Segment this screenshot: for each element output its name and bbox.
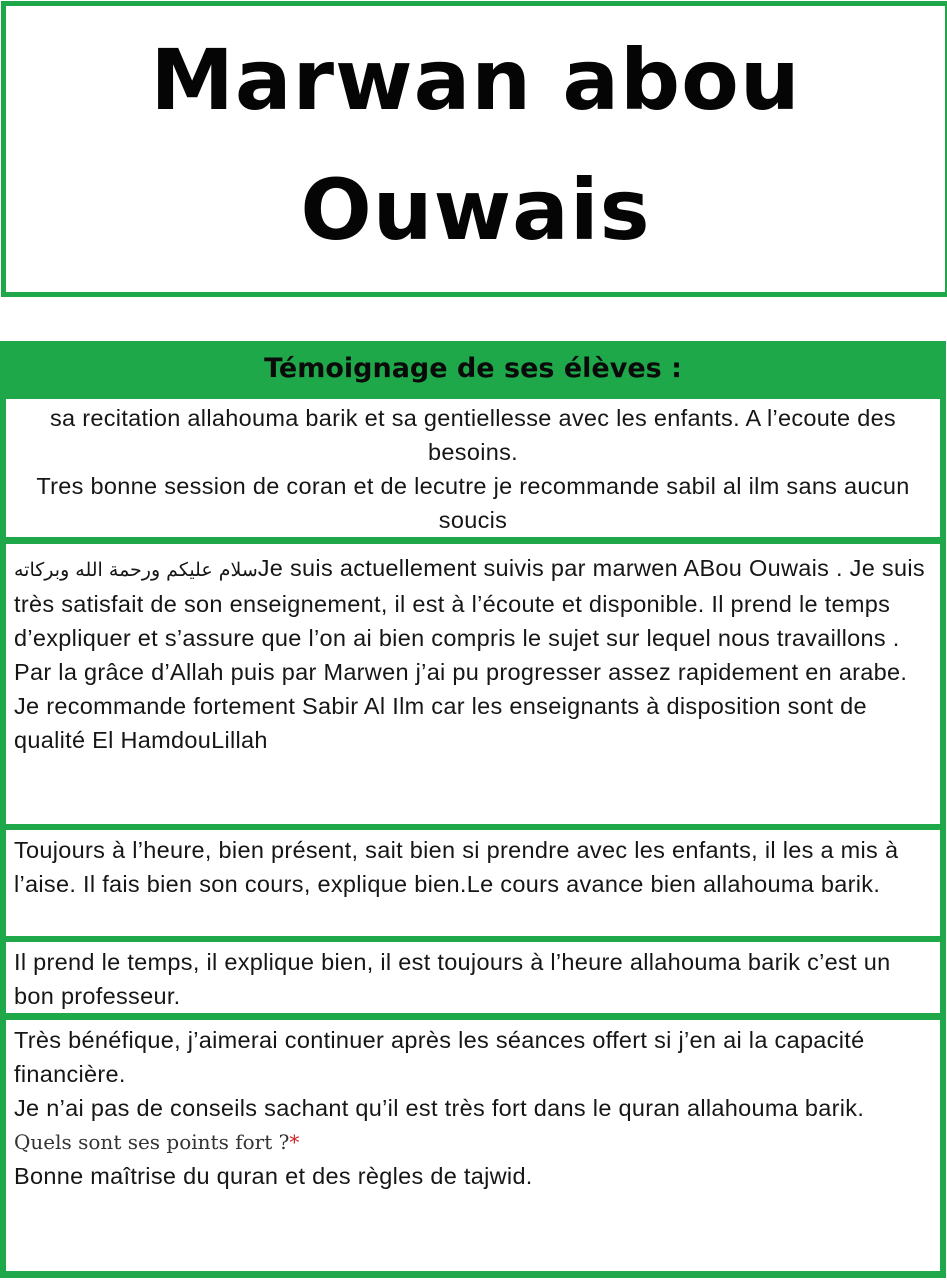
testimonial-2-text — [14, 551, 932, 757]
testimonial-1-line-1: sa recitation allahouma barik et sa gentiellesse avec les enfants. A l’ecoute des besoins. — [50, 405, 896, 465]
testimonial-1-line-2: Tres bonne session de coran et de lecutre je recommande sabil al ilm sans aucun soucis — [36, 473, 910, 533]
arabic-greeting: سلام عليكم ورحمة الله وبركاته — [14, 559, 258, 581]
testimonial-5 — [6, 1020, 940, 1271]
testimonial-5-line-1: Très bénéfique, j’aimerai continuer après les séances offert si j’en ai la capacité financière. — [14, 1027, 865, 1087]
testimonial-3 — [6, 830, 940, 936]
points-fort-question — [14, 1125, 932, 1159]
points-fort-answer: Bonne maîtrise du quran et des règles de tajwid. — [14, 1163, 533, 1189]
testimonials-table — [0, 341, 946, 1278]
testimonial-4 — [6, 942, 940, 1013]
testimonial-5-line-2: Je n’ai pas de conseils sachant qu’il est très fort dans le quran allahouma barik. — [14, 1095, 865, 1121]
teacher-name-line-1: Marwan abou — [150, 31, 801, 129]
title-box — [1, 1, 947, 297]
testimonial-3-text: Toujours à l’heure, bien présent, sait bien si prendre avec les enfants, il les a mis à l’aise. Il fais bien son cours, explique bien.Le cours avance bien allahouma barik. — [14, 837, 899, 897]
testimonial-1 — [6, 399, 940, 537]
required-mark: * — [289, 1130, 300, 1154]
testimonial-2-body: Je suis actuellement suivis par marwen ABou Ouwais . Je suis très satisfait de son enseignement, il est à l’écoute et disponible. Il prend le temps d’expliquer et s’assure que l’on ai bien compris le sujet sur lequel nous travaillons . Par la grâce d’Allah puis par Marwen j’ai pu progresser assez rapidement en arabe. Je recommande fortement Sabir Al Ilm car les enseignants à disposition sont de qualité El HamdouLillah — [14, 555, 925, 753]
teacher-name-line-2: Ouwais — [300, 161, 651, 259]
testimonial-4-text: Il prend le temps, il explique bien, il est toujours à l’heure allahouma barik c’est un bon professeur. — [14, 949, 891, 1009]
question-text: Quels sont ses points fort ? — [14, 1130, 290, 1154]
testimonial-2 — [6, 544, 940, 824]
testimonials-heading: Témoignage de ses élèves : — [264, 353, 682, 384]
